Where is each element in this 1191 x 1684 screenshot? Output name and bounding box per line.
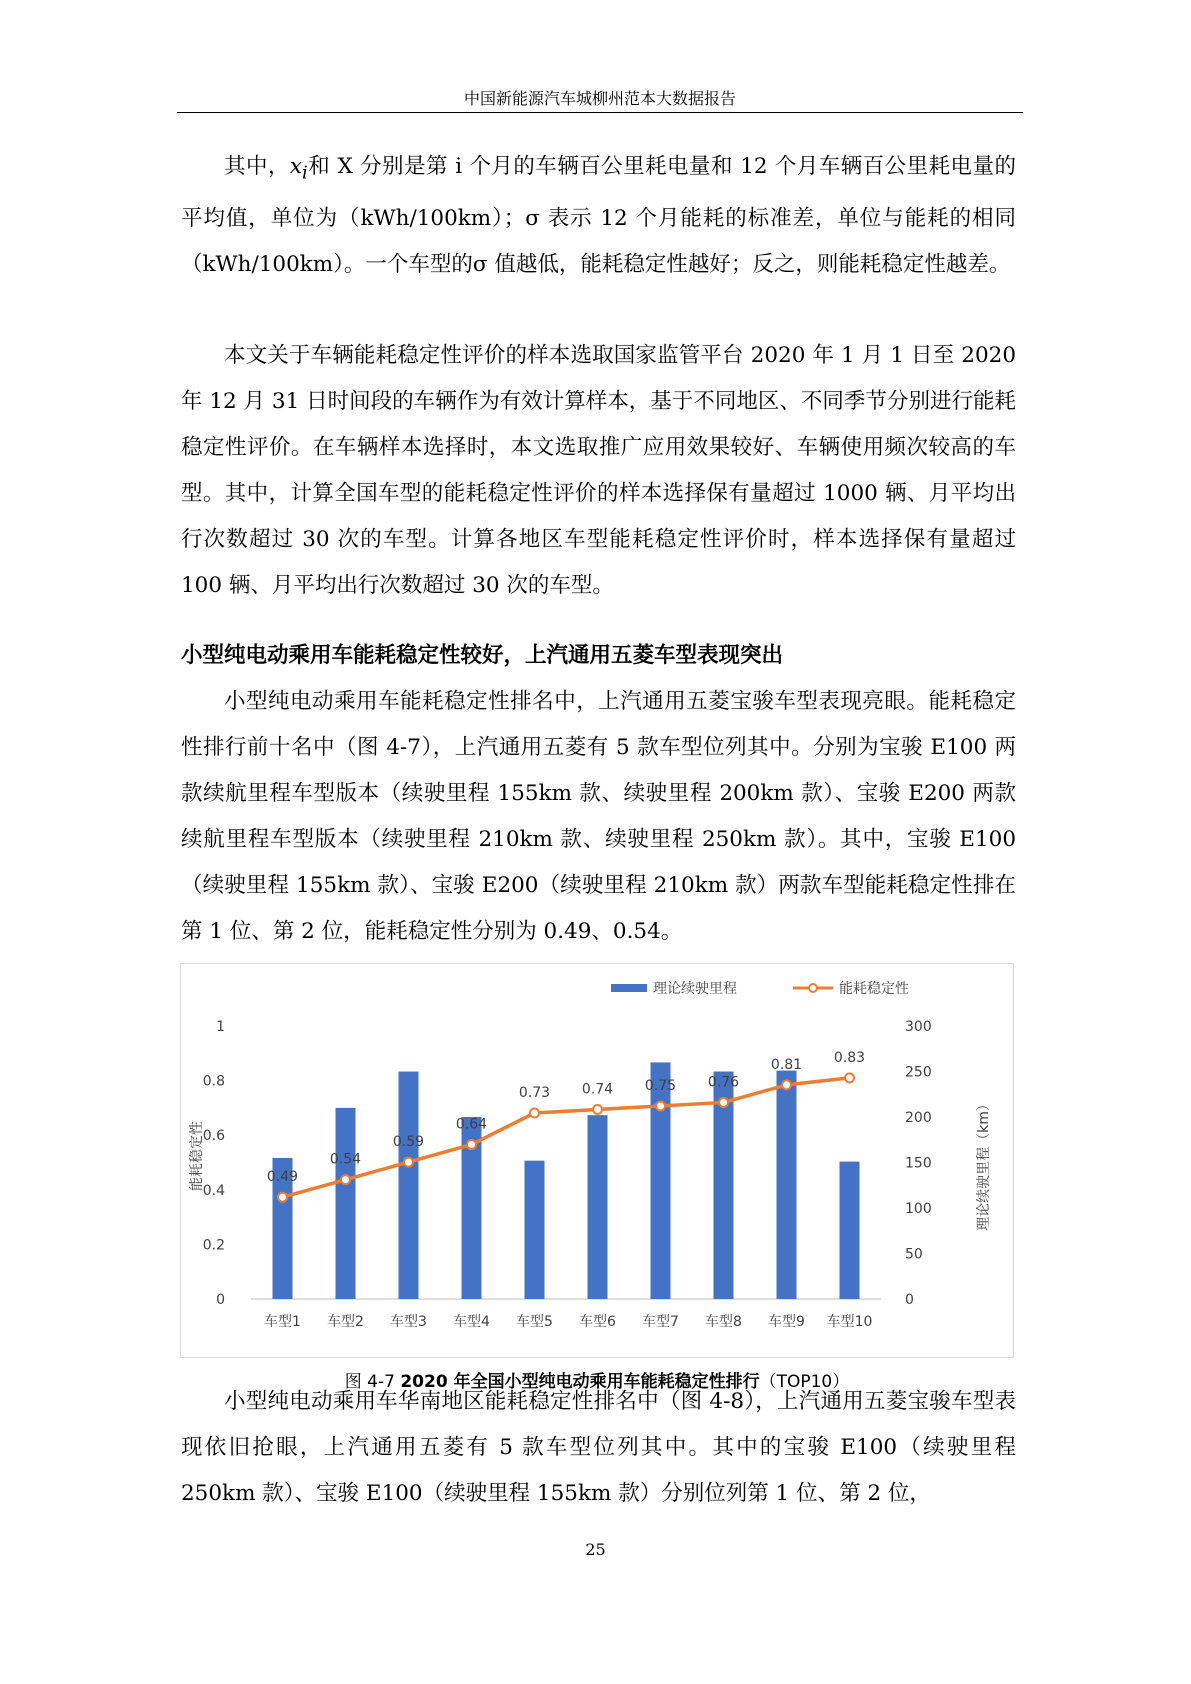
- y-tick-right-label: 150: [905, 1155, 932, 1172]
- data-label: 0.74: [581, 1081, 614, 1098]
- y-tick-left-label: 0: [216, 1292, 225, 1308]
- data-label: 0.76: [707, 1074, 740, 1091]
- x-tick-label: 车型3: [390, 1314, 427, 1330]
- line-marker: [845, 1073, 854, 1082]
- line-marker: [719, 1098, 728, 1107]
- line-marker: [782, 1080, 791, 1089]
- paragraph-2: 本文关于车辆能耗稳定性评价的样本选取国家监管平台 2020 年 1 月 1 日至 2020 年 12 月 31 日时间段的车辆作为有效计算样本，基于不同地区、不同季节分别进行能耗稳定性评价。在车辆样本选择时，本文选取推广应用效果较好、车辆使用频次较高的车型。其中，计算全国车型的能耗稳定性评价的样本选择保有量超过 1000 辆、月平均出行次数超过 30 次的车型。计算各地区车型能耗稳定性评价时，样本选择保有量超过 100 辆、月平均出行次数超过 30 次的车型。: [181, 343, 1016, 598]
- y-tick-left-label: 0.2: [202, 1237, 225, 1254]
- data-label: 0.81: [770, 1056, 803, 1073]
- data-label: 0.54: [329, 1151, 362, 1168]
- figure-chart: [180, 963, 1014, 1358]
- x-tick-label: 车型4: [453, 1314, 490, 1330]
- line-marker: [656, 1101, 665, 1110]
- data-label: 0.75: [644, 1077, 677, 1094]
- paragraph-1-rest: 和 X 分别是第 i 个月的车辆百公里耗电量和 12 个月车辆百公里耗电量的平均值，单位为（kWh/100km）；σ 表示 12 个月能耗的标准差，单位与能耗的相同（kWh/100km）。一个车型的σ 值越低，能耗稳定性越好；反之，则能耗稳定性越差。: [181, 154, 1016, 278]
- y-axis-right-ticks: [905, 1019, 932, 1308]
- y-tick-right-label: 100: [905, 1201, 932, 1217]
- page-header: 中国新能源汽车城柳州范本大数据报告: [463, 89, 736, 108]
- data-label: 0.73: [518, 1084, 551, 1101]
- legend: [611, 980, 909, 997]
- bar: [777, 1071, 797, 1299]
- y-axis-right-title: 理论续驶里程（km）: [976, 1097, 992, 1231]
- line-marker: [593, 1105, 602, 1114]
- data-label: 0.64: [455, 1116, 488, 1133]
- chart-svg: [181, 964, 1015, 1359]
- data-labels: [267, 1050, 865, 1185]
- math-variable-x-subscript: i: [302, 162, 308, 184]
- line-marker: [467, 1140, 476, 1149]
- legend-line-label: 能耗稳定性: [839, 981, 909, 997]
- math-variable-x-base: x: [289, 154, 303, 179]
- section-heading: 小型纯电动乘用车能耗稳定性较好，上汽通用五菱车型表现突出: [181, 643, 784, 668]
- legend-line-marker: [809, 984, 817, 992]
- y-tick-left-label: 0.8: [202, 1073, 225, 1090]
- line-marker: [530, 1108, 539, 1117]
- y-axis-left-title: 能耗稳定性: [189, 1121, 205, 1191]
- y-tick-left-label: 1: [216, 1019, 225, 1035]
- x-tick-label: 车型1: [264, 1314, 301, 1330]
- y-tick-right-label: 50: [905, 1246, 923, 1263]
- x-tick-label: 车型9: [768, 1314, 805, 1330]
- bar: [840, 1162, 860, 1299]
- y-tick-left-label: 0.4: [202, 1182, 225, 1199]
- caption-suffix: （TOP10）: [759, 1372, 850, 1392]
- paragraph-1-lead: 其中，: [224, 154, 290, 179]
- data-label: 0.49: [266, 1169, 299, 1186]
- x-tick-label: 车型7: [642, 1314, 679, 1330]
- paragraph-3: 小型纯电动乘用车能耗稳定性排名中，上汽通用五菱宝骏车型表现亮眼。能耗稳定性排行前十名中（图 4-7），上汽通用五菱有 5 款车型位列其中。分别为宝骏 E100 两款续航里程车型版本（续驶里程 155km 款、续驶里程 200km 款）、宝骏 E200 两款续航里程车型版本（续驶里程 210km 款、续驶里程 250km 款）。其中，宝骏 E100（续驶里程 155km 款）、宝骏 E200（续驶里程 210km 款）两款车型能耗稳定性排在第 1 位、第 2 位，能耗稳定性分别为 0.49、0.54。: [181, 689, 1016, 944]
- y-tick-right-label: 250: [905, 1064, 932, 1081]
- legend-bar-label: 理论续驶里程: [653, 981, 737, 997]
- x-tick-label: 车型10: [826, 1314, 873, 1330]
- y-axis-left-ticks: [203, 1019, 225, 1308]
- line-marker: [341, 1175, 350, 1184]
- data-label: 0.83: [833, 1049, 866, 1066]
- legend-bar-swatch: [611, 984, 647, 992]
- x-tick-label: 车型8: [705, 1314, 742, 1330]
- bar: [399, 1072, 419, 1300]
- x-tick-label: 车型5: [516, 1314, 553, 1330]
- bar: [336, 1108, 356, 1299]
- caption-title: 2020 年全国小型纯电动乘用车能耗稳定性排行: [400, 1372, 760, 1392]
- y-tick-right-label: 300: [905, 1019, 932, 1035]
- x-axis-labels: [264, 1313, 872, 1330]
- line-marker: [278, 1193, 287, 1202]
- header-rule: [177, 112, 1023, 113]
- bar: [651, 1062, 671, 1299]
- page-number: 25: [585, 1540, 606, 1559]
- caption-number: 图 4-7: [344, 1372, 401, 1392]
- data-label: 0.59: [392, 1134, 425, 1151]
- paragraph-4: 小型纯电动乘用车华南地区能耗稳定性排名中（图 4-8），上汽通用五菱宝骏车型表现依旧抢眼，上汽通用五菱有 5 款车型位列其中。其中的宝骏 E100（续驶里程 250km 款）、宝骏 E100（续驶里程 155km 款）分别位列第 1 位、第 2 位，: [181, 1389, 1016, 1506]
- x-tick-label: 车型6: [579, 1314, 616, 1330]
- y-tick-right-label: 200: [905, 1110, 932, 1126]
- math-variable-x: [289, 154, 308, 184]
- stability-line: [283, 1078, 850, 1197]
- line-marker: [404, 1158, 413, 1167]
- y-tick-left-label: 0.6: [202, 1128, 225, 1145]
- bar: [525, 1161, 545, 1299]
- x-tick-label: 车型2: [327, 1314, 364, 1330]
- bar: [588, 1115, 608, 1299]
- line-markers: [278, 1073, 854, 1201]
- bar-series: [273, 1062, 860, 1299]
- paragraph-1: [181, 144, 1016, 288]
- y-tick-right-label: 0: [905, 1292, 914, 1308]
